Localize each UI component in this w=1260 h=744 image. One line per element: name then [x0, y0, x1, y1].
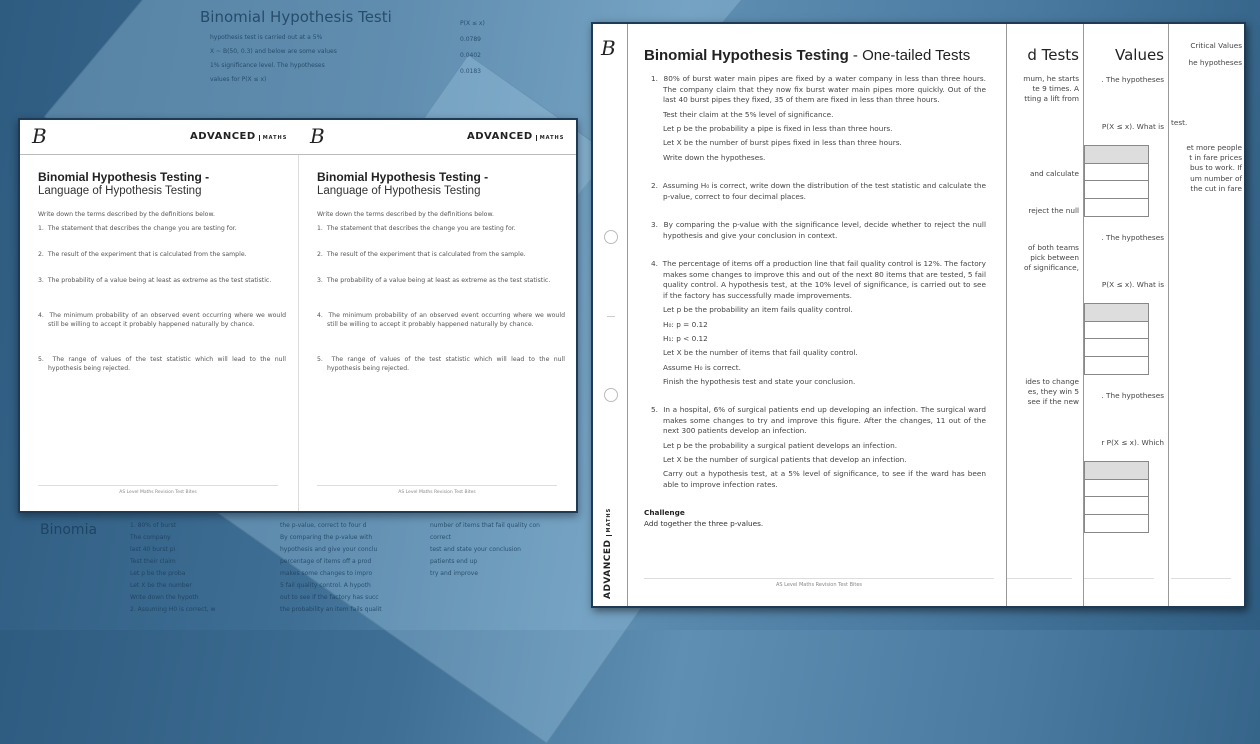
page-text: P(X ≤ x). What is: [1101, 280, 1164, 289]
question-item: 5. The range of values of the test statistic which will lead to the null hypothesis being rejected.: [317, 356, 565, 372]
question-item: 1. The statement that describes the change you are testing for.: [317, 225, 516, 232]
question-2: 2. Assuming H₀ is correct, write down the distribution of the test statistic and calculate the p-value, correct to four decimal places.: [651, 181, 986, 201]
page-text: es, they win 5: [1027, 387, 1079, 396]
bg-bottom-line: last 40 burst pi: [130, 546, 176, 553]
bg-top-value-2: 0.0402: [460, 52, 481, 59]
page-text: of significance,: [1024, 263, 1079, 272]
advanced-maths-logo: ADVANCED MATHS: [467, 131, 565, 142]
page-text: reject the null: [1028, 206, 1079, 215]
stacked-page-2: [1007, 24, 1084, 606]
bg-bottom-line: 5 fail quality control. A hypoth: [280, 582, 371, 589]
margin-dash: [607, 316, 615, 317]
question-item: 1. The statement that describes the change you are testing for.: [38, 225, 237, 232]
punch-hole-icon: [604, 230, 618, 244]
answer-table: [1084, 461, 1149, 533]
page-text: P(X ≤ x). What is: [1101, 122, 1164, 131]
bg-top-line2: X ~ B(50, 0.3) and below are some values: [210, 48, 337, 55]
worksheet-preview-one-tailed: [591, 22, 1246, 608]
bg-bottom-line: 1. 80% of burst: [130, 522, 177, 529]
question-item: 4. The minimum probability of an observed event occurring where we would still be willing to accept it probably happened naturally by chance.: [317, 312, 565, 328]
bg-top-line3: 1% significance level. The hypotheses: [210, 62, 325, 69]
worksheet-title: Binomial Hypothesis Testing - One-tailed Tests: [644, 47, 971, 64]
worksheet-subtitle: Language of Hypothesis Testing: [38, 185, 202, 197]
worksheet-preview-language: [18, 118, 578, 513]
worksheet-title: Binomial Hypothesis Testing -: [317, 170, 489, 184]
bg-bottom-line: By comparing the p-value with: [280, 534, 373, 541]
footer-text: AS Level Maths Revision Test Bites: [775, 582, 863, 588]
page-text: the cut in fare: [1190, 184, 1242, 193]
question-5-text: Let p be the probability a surgical patient develops an infection.: [663, 441, 898, 450]
instructions: Write down the terms described by the definitions below.: [317, 211, 494, 218]
question-1-text: Test their claim at the 5% level of significance.: [663, 110, 834, 119]
question-1-text: Let X be the number of burst pipes fixed in less than three hours.: [663, 138, 902, 147]
question-4-text: Assume H₀ is correct.: [663, 363, 741, 372]
question-1: 1. 80% of burst water main pipes are fixed by a water company in less than three hours. The company claim that they now fix burst water main pipes more quickly. Out of the last 40 burst pipes they fixed, 35 of them are fixed in less than three hours.: [651, 74, 986, 104]
bg-bottom-line: number of items that fail quality con: [430, 522, 540, 529]
worksheet-column-left: [20, 155, 299, 511]
page-text: . The hypotheses: [1101, 75, 1164, 84]
footer-text: AS Level Maths Revision Test Bites: [398, 490, 476, 495]
question-5-text: Carry out a hypothesis test, at a 5% level of significance, to see if the ward has been able to improve infection rates.: [663, 469, 986, 489]
bg-bottom-line: The company: [130, 534, 171, 541]
question-item: 5. The range of values of the test statistic which will lead to the null hypothesis being rejected.: [38, 356, 286, 372]
bg-top-value-3: 0.0183: [460, 68, 481, 75]
bg-bottom-title: Binomia: [40, 522, 98, 538]
answer-table: [1084, 145, 1149, 217]
b-logo-icon: B: [601, 36, 616, 60]
bg-bottom-line: Let X be the number: [130, 582, 192, 589]
bg-top-line1: hypothesis test is carried out at a 5%: [210, 34, 323, 41]
bg-bottom-line: Let p be the proba: [130, 570, 186, 577]
worksheet-title: Binomial Hypothesis Testing -: [38, 170, 210, 184]
page-text: um number of: [1190, 174, 1242, 183]
page-text: tting a lift from: [1024, 94, 1079, 103]
bg-top-table-header: P(X ≤ x): [460, 20, 485, 27]
advanced-maths-logo: ADVANCED MATHS: [190, 131, 288, 142]
page-text: and calculate: [1029, 169, 1079, 178]
page-text: et more people: [1186, 143, 1242, 152]
worksheet-subtitle: Language of Hypothesis Testing: [317, 185, 481, 197]
question-5: 5. In a hospital, 6% of surgical patients end up developing an infection. The surgical ward makes some changes to try and improve this figure. After the changes, 11 out of the next 300 patients develop an infection.: [651, 405, 986, 435]
page-text: . The hypotheses: [1101, 391, 1164, 400]
question-4: 4. The percentage of items off a production line that fail quality control is 12%. The factory makes some changes to improve this and out of the next 80 items that are tested, 5 fail quality control. A hypothesis test, at the 10% level of significance, is carried out to see if the factory has successfully made improvements.: [651, 259, 986, 300]
bg-bottom-line: Write down the hypoth: [130, 594, 199, 601]
bg-bottom-line: hypothesis and give your conclu: [280, 546, 378, 553]
punch-hole-icon: [604, 388, 618, 402]
challenge-text: Add together the three p-values.: [644, 519, 764, 528]
stacked-page-3: [1084, 24, 1169, 606]
challenge-title: Challenge: [644, 508, 685, 517]
footer-divider: [38, 485, 278, 486]
bg-bottom-line: percentage of items off a prod: [280, 558, 372, 565]
question-4-text: Let X be the number of items that fail quality control.: [663, 348, 858, 357]
card-header: [20, 120, 576, 155]
bg-bottom-line: makes some changes to impro: [280, 570, 373, 577]
page-text: of both teams: [1028, 243, 1079, 252]
footer-divider: [1171, 578, 1231, 579]
worksheet-page: [628, 24, 1007, 606]
page-text: test.: [1171, 118, 1188, 127]
bg-bottom-line: the probability an item fails qualit: [280, 606, 382, 613]
page-text: bus to work. If: [1189, 163, 1242, 172]
bg-bottom-line: the p-value, correct to four d: [280, 522, 367, 529]
question-5-text: Let X be the number of surgical patients that develop an infection.: [663, 455, 907, 464]
question-item: 3. The probability of a value being at least as extreme as the test statistic.: [38, 277, 272, 284]
question-4-h1: H₁: p < 0.12: [663, 334, 708, 343]
page-text: see if the new: [1027, 397, 1079, 406]
page-title: d Tests: [1027, 46, 1079, 64]
bg-top-line4: values for P(X ≤ x): [210, 76, 267, 83]
footer-text: AS Level Maths Revision Test Bites: [119, 490, 197, 495]
footer-divider: [1084, 578, 1154, 579]
page-text: ides to change: [1025, 377, 1079, 386]
question-4-text: Finish the hypothesis test and state your conclusion.: [663, 377, 856, 386]
b-logo-icon: B: [310, 124, 325, 148]
bg-bottom-line: Test their claim: [130, 558, 176, 565]
footer-divider: [317, 485, 557, 486]
worksheet-column-right: [299, 155, 578, 511]
stacked-page-4: [1169, 24, 1246, 606]
bg-bottom-line: test and state your conclusion: [430, 546, 521, 553]
page-heading: Critical Values: [1190, 41, 1242, 50]
answer-table: [1084, 303, 1149, 375]
question-item: 3. The probability of a value being at least as extreme as the test statistic.: [317, 277, 551, 284]
question-4-h0: H₀: p = 0.12: [663, 320, 708, 329]
advanced-maths-logo: ADVANCEDMATHS: [603, 507, 613, 599]
page-text: . The hypotheses: [1101, 233, 1164, 242]
instructions: Write down the terms described by the definitions below.: [38, 211, 215, 218]
bg-bottom-line: patients end up: [430, 558, 478, 565]
footer-divider: [1007, 578, 1072, 579]
page-title: Values: [1114, 46, 1164, 64]
bg-bottom-line: 2. Assuming H0 is correct, w: [130, 606, 216, 613]
question-3: 3. By comparing the p-value with the significance level, decide whether to reject the null hypothesis and give your conclusion in context.: [651, 220, 986, 240]
page-text: te 9 times. A: [1032, 84, 1079, 93]
page-text: he hypotheses: [1188, 58, 1242, 67]
question-4-text: Let p be the probability an item fails quality control.: [663, 305, 853, 314]
page-text: mum, he starts: [1023, 74, 1079, 83]
question-item: 2. The result of the experiment that is calculated from the sample.: [317, 251, 526, 258]
binder-margin: [593, 24, 628, 606]
footer-divider: [644, 578, 994, 579]
bg-top-value-1: 0.0789: [460, 36, 481, 43]
bg-bottom-line: correct: [430, 534, 452, 541]
question-1-text: Let p be the probability a pipe is fixed in less than three hours.: [663, 124, 893, 133]
page-text: t in fare prices: [1189, 153, 1242, 162]
question-1-text: Write down the hypotheses.: [663, 153, 766, 162]
bg-bottom-line: out to see if the factory has succ: [280, 594, 379, 601]
question-item: 2. The result of the experiment that is calculated from the sample.: [38, 251, 247, 258]
b-logo-icon: B: [32, 124, 47, 148]
page-text: pick between: [1030, 253, 1079, 262]
bg-bottom-line: try and improve: [430, 570, 479, 577]
bg-top-title: Binomial Hypothesis Testi: [200, 8, 392, 26]
question-item: 4. The minimum probability of an observed event occurring where we would still be willing to accept it probably happened naturally by chance.: [38, 312, 286, 328]
page-text: r P(X ≤ x). Which: [1101, 438, 1164, 447]
